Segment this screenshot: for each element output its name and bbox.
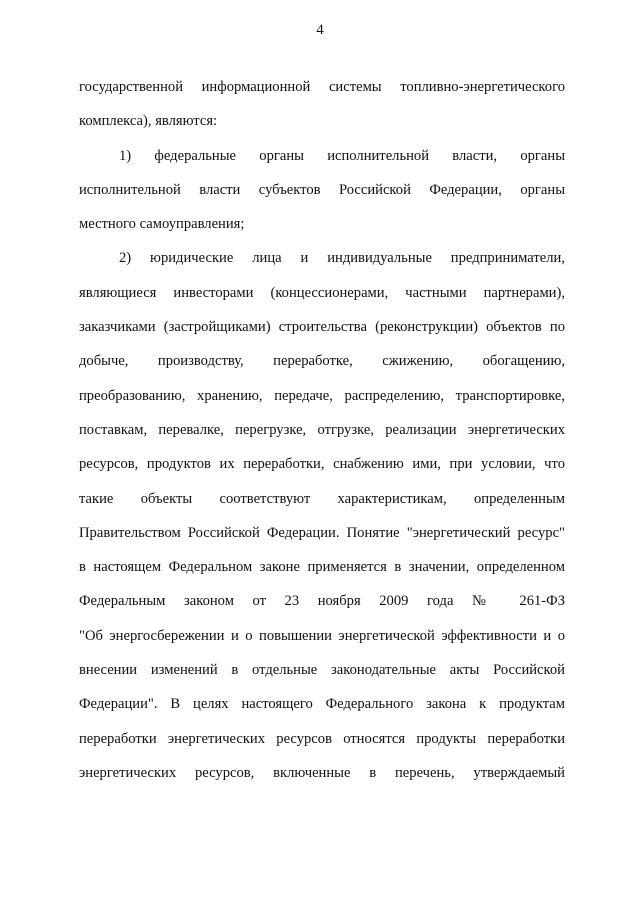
text-line: энергетических ресурсов, включенные в перечень, утверждаемый <box>79 764 565 781</box>
text-line: 2) юридические лица и индивидуальные предприниматели, <box>119 250 565 267</box>
text-line: внесении изменений в отдельные законодательные акты Российской <box>79 662 565 679</box>
document-body <box>79 70 565 790</box>
text-line: Федеральным законом от 23 ноября 2009 года № 261-ФЗ <box>79 593 565 610</box>
text-line: добыче, производству, переработке, сжижению, обогащению, <box>79 353 565 370</box>
text-line: заказчиками (застройщиками) строительства (реконструкции) объектов по <box>79 319 565 336</box>
text-line: Федерации". В целях настоящего Федерального закона к продуктам <box>79 696 565 713</box>
text-line: поставкам, перевалке, перегрузке, отгрузке, реализации энергетических <box>79 421 565 438</box>
text-line: 1) федеральные органы исполнительной власти, органы <box>119 147 565 164</box>
text-line: исполнительной власти субъектов Российской Федерации, органы <box>79 181 565 198</box>
text-line: являющиеся инвесторами (концессионерами, частными партнерами), <box>79 284 565 301</box>
text-line: такие объекты соответствуют характеристикам, определенным <box>79 490 565 507</box>
text-line: местного самоуправления; <box>79 216 245 233</box>
text-line: переработки энергетических ресурсов относятся продукты переработки <box>79 730 565 747</box>
text-line: "Об энергосбережении и о повышении энергетической эффективности и о <box>79 627 565 644</box>
text-line: государственной информационной системы топливно-энергетического <box>79 79 565 95</box>
text-line: в настоящем Федеральном законе применяется в значении, определенном <box>79 559 565 576</box>
page-number: 4 <box>316 22 324 38</box>
text-line: Правительством Российской Федерации. Понятие "энергетический ресурс" <box>79 524 565 541</box>
text-line: преобразованию, хранению, передаче, распределению, транспортировке, <box>79 387 565 404</box>
text-line: ресурсов, продуктов их переработки, снабжению ими, при условии, что <box>79 456 565 473</box>
text-line: комплекса), являются: <box>79 113 218 130</box>
